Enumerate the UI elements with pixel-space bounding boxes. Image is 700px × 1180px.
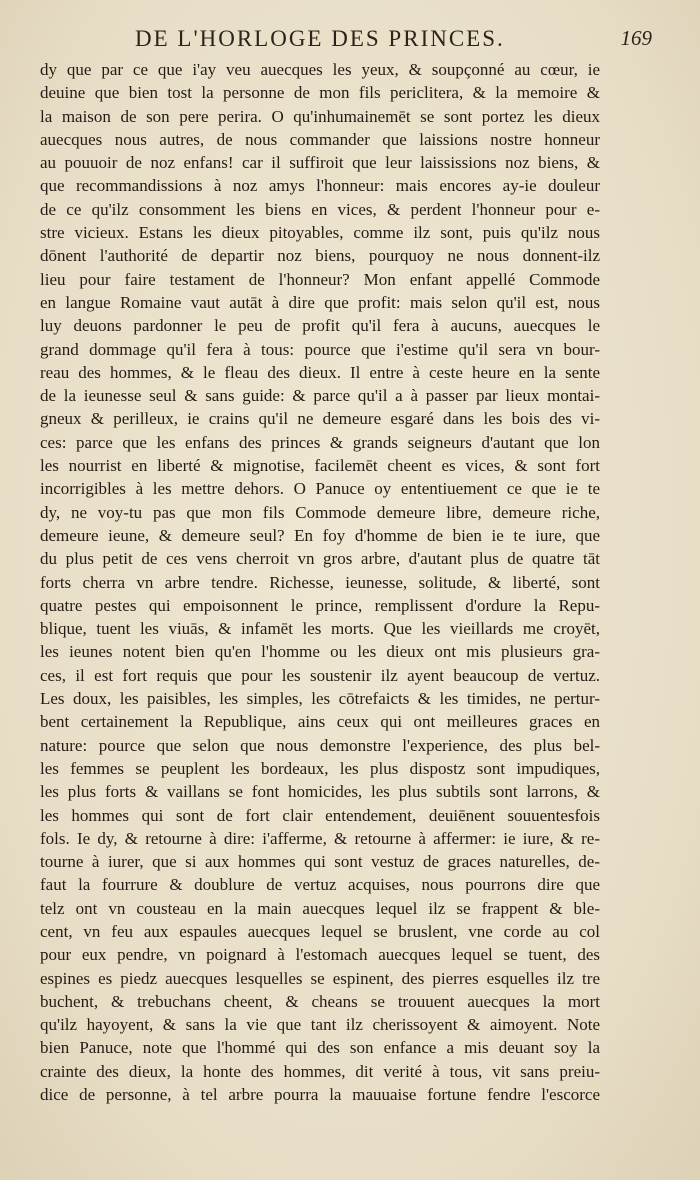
text-line: ces: parce que les enfans des princes & grands seigneurs d'autant que lon	[40, 432, 600, 452]
text-line: dōnent l'authorité de departir noz biens, pourquoy ne nous donnent-ilz	[40, 246, 600, 266]
text-line: au pouuoir de noz enfans! car il suffiroit que leur laississions noz biens, &	[40, 153, 600, 173]
text-line: grand dommage qu'il fera à tous: pource que i'estime qu'il sera vn bour-	[40, 339, 600, 359]
text-line: qu'ilz hayoyent, & sans la vie que tant ilz cherissoyent & aimoyent. Note	[40, 1015, 600, 1035]
text-line: telz ont vn cousteau en la main auecques lequel ilz se frappent & ble-	[40, 898, 600, 918]
text-line: dy que par ce que i'ay veu auecques les yeux, & soupçonné au cœur, ie	[40, 60, 600, 79]
text-line: gneux & perilleux, ie crains qu'il ne demeure esgaré dans les bois des vi-	[40, 409, 600, 429]
text-line: pour eux pendre, vn poignard à l'estomach auecques lequel se tuent, des	[40, 945, 600, 965]
text-line: en langue Romaine vaut autāt à dire que profit: mais selon qu'il est, nous	[40, 292, 600, 312]
text-line: quatre pestes qui empoisonnent le prince, remplissent d'ordure la Repu-	[40, 595, 600, 615]
text-line: reau des hommes, & le fleau des dieux. Il entre à ceste heure en la sente	[40, 362, 600, 382]
text-line: que recommandissions à noz amys l'honneur: mais encores ay-ie douleur	[40, 176, 600, 196]
running-head: DE L'HORLOGE DES PRINCES.	[135, 26, 505, 51]
text-line: tourne à iurer, que si aux hommes qui sont vestuz de graces naturelles, de-	[40, 852, 600, 872]
text-line: auecques nous autres, de nous commander que laissions nostre honneur	[40, 129, 600, 149]
text-line: ces, il est fort requis que pour les soustenir ilz ayent beaucoup de vertuz.	[40, 665, 600, 685]
text-line: blique, tuent les viuās, & infamēt les morts. Que les vieillards me croyēt,	[40, 619, 600, 639]
text-line: luy deuons pardonner le peu de profit qu'il fera à aucuns, auecques le	[40, 316, 600, 336]
text-line: nature: pource que selon que nous demonstre l'experience, des plus bel-	[40, 735, 600, 755]
text-line: faut la fourrure & doublure de vertuz acquises, nous pourrons dire que	[40, 875, 600, 895]
text-line: incorrigibles à les mettre dehors. O Panuce oy ententiuement ce que ie te	[40, 479, 600, 499]
text-line: les hommes qui sont de fort clair entendement, deuiēnent souuentesfois	[40, 805, 600, 825]
text-line: de ce qu'ilz consomment les biens en vices, & perdent l'honneur pour e-	[40, 199, 600, 219]
text-line: espines es piedz auecques lesquelles se espinent, des pierres esquelles ilz tre	[40, 968, 600, 988]
text-line: les ieunes notent bien qu'en l'homme ou les dieux ont mis plusieurs gra-	[40, 642, 600, 662]
text-line: Les doux, les paisibles, les simples, les cōtrefaicts & les timides, ne pertur-	[40, 689, 600, 709]
text-line: les nourrist en liberté & mignotise, facilemēt cheent es vices, & sont fort	[40, 456, 600, 476]
text-line: deuine que bien tost la personne de mon fils periclitera, & la memoire &	[40, 83, 600, 103]
page-header	[40, 24, 660, 56]
text-line: de la ieunesse seul & sans guide: & parce qu'il a à passer par lieux montai-	[40, 386, 600, 406]
text-line: stre vicieux. Estans les dieux pitoyables, comme ilz sont, puis qu'ilz nous	[40, 223, 600, 243]
text-line: dice de personne, à tel arbre pourra la mauuaise fortune fendre l'escorce	[40, 1085, 600, 1105]
text-line: crainte des dieux, la honte des hommes, dit verité à tous, vit sans preiu-	[40, 1061, 600, 1081]
text-line: buchent, & trebuchans cheent, & cheans se trouuent auecques la mort	[40, 991, 600, 1011]
text-line: cent, vn feu aux espaules auecques lequel se bruslent, vne corde au col	[40, 921, 600, 941]
text-line: du plus petit de ces vens cherroit vn gros arbre, d'autant plus de quatre tāt	[40, 549, 600, 569]
text-line: fols. Ie dy, & retourne à dire: i'afferme, & retourne à affermer: ie iure, & re-	[40, 828, 600, 848]
text-line: la maison de son pere perira. O qu'inhumainemēt se sont portez les dieux	[40, 106, 600, 126]
text-line: forts cherra vn arbre tendre. Richesse, ieunesse, solitude, & liberté, sont	[40, 572, 600, 592]
text-line: dy, ne voy-tu pas que mon fils Commode demeure libre, demeure riche,	[40, 502, 600, 522]
text-line: demeure ieune, & demeure seul? En foy d'homme de bien ie te iure, que	[40, 525, 600, 545]
text-line: lieu pour faire testament de l'honneur? Mon enfant appellé Commode	[40, 269, 600, 289]
text-line: bent certainement la Republique, ains ceux qui ont meilleures graces en	[40, 712, 600, 732]
body-text	[40, 58, 600, 1106]
text-line: les femmes se peuplent les bordeaux, les plus dispostz sont impudiques,	[40, 758, 600, 778]
page-number: 169	[620, 26, 652, 50]
text-line: bien Panuce, note que l'hommé qui des son enfance a mis deuant soy la	[40, 1038, 600, 1058]
text-line: les plus forts & vaillans se font homicides, les plus subtils sont larrons, &	[40, 782, 600, 802]
